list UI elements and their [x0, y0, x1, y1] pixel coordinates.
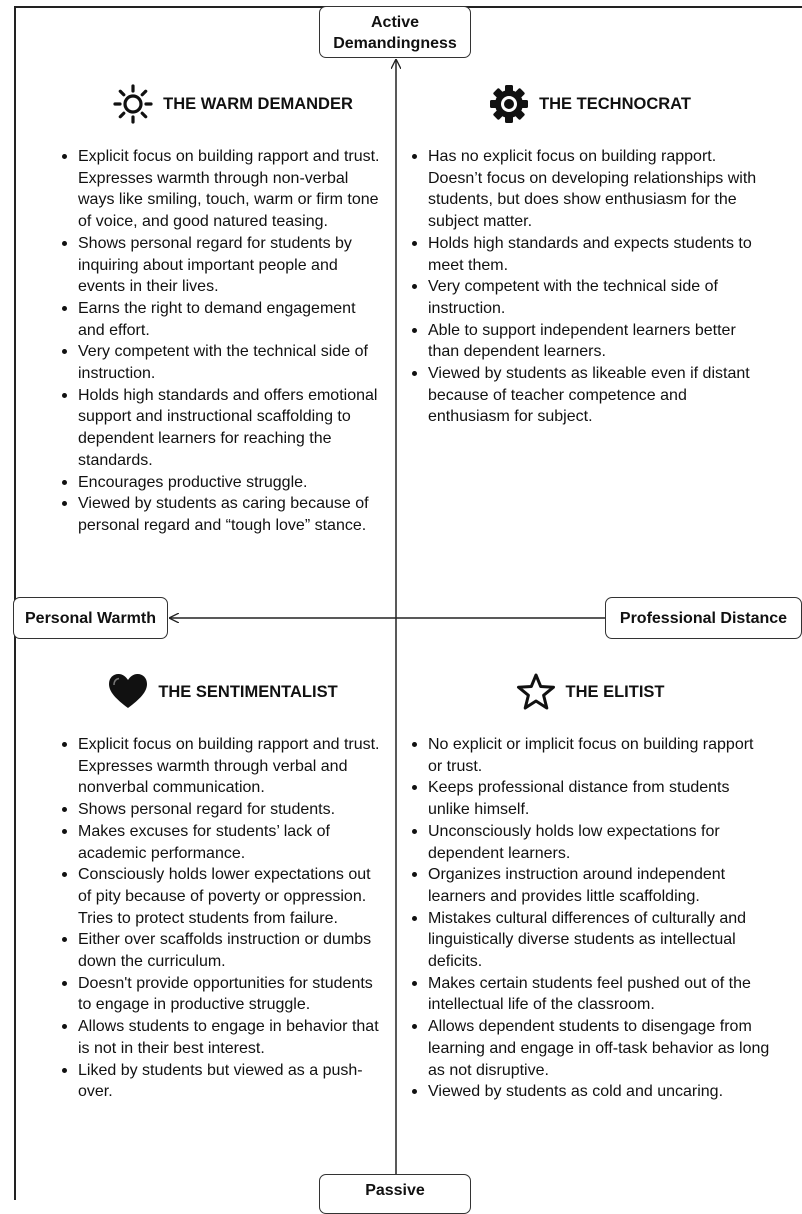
quadrant-elitist	[410, 672, 770, 1103]
quadrant-heading	[80, 84, 386, 124]
list-item: Shows personal regard for students by inquiring about important people and events in their lives.	[60, 233, 386, 298]
list-item: Doesn't provide opportunities for students to engage in productive struggle.	[60, 973, 386, 1016]
sun-icon	[113, 84, 153, 124]
quadrant-sentimentalist	[60, 672, 386, 1103]
bullet-list	[410, 734, 770, 1103]
list-item: Consciously holds lower expectations out of pity because of poverty or oppression. Tries to protect students from failure.	[60, 864, 386, 929]
list-item: Very competent with the technical side of instruction.	[410, 276, 770, 319]
list-item: Organizes instruction around independent learners and provides little scaffolding.	[410, 864, 770, 907]
list-item: Viewed by students as caring because of personal regard and “tough love” stance.	[60, 493, 386, 536]
list-item: Allows students to engage in behavior that is not in their best interest.	[60, 1016, 386, 1059]
quadrant-title: THE TECHNOCRAT	[539, 94, 691, 113]
list-item: Either over scaffolds instruction or dumbs down the curriculum.	[60, 929, 386, 972]
list-item: Explicit focus on building rapport and trust. Expresses warmth through non-verbal ways like smiling, touch, warm or firm tone of voice, and good natured teasing.	[60, 146, 386, 233]
star-icon	[516, 672, 556, 712]
list-item: Very competent with the technical side of instruction.	[60, 341, 386, 384]
list-item: Holds high standards and expects students to meet them.	[410, 233, 770, 276]
list-item: Viewed by students as likeable even if distant because of teacher competence and enthusiasm for subject.	[410, 363, 770, 428]
list-item: No explicit or implicit focus on building rapport or trust.	[410, 734, 770, 777]
list-item: Earns the right to demand engagement and effort.	[60, 298, 386, 341]
list-item: Mistakes cultural differences of culturally and linguistically diverse students as intellectual deficits.	[410, 908, 770, 973]
list-item: Shows personal regard for students.	[60, 799, 386, 821]
axis-label-passive: Passive	[319, 1174, 471, 1214]
bullet-list	[410, 146, 770, 428]
axis-label-professional-distance: Professional Distance	[605, 597, 802, 639]
quadrant-heading	[410, 672, 770, 712]
gear-icon	[489, 84, 529, 124]
list-item: Liked by students but viewed as a push-over.	[60, 1060, 386, 1103]
list-item: Makes excuses for students’ lack of academic performance.	[60, 821, 386, 864]
bullet-list	[60, 146, 386, 537]
list-item: Viewed by students as cold and uncaring.	[410, 1081, 770, 1103]
list-item: Has no explicit focus on building rapport. Doesn’t focus on developing relationships with students, but does show enthusiasm for the subject matter.	[410, 146, 770, 233]
quadrant-warm-demander	[60, 84, 386, 537]
quadrant-title: THE ELITIST	[565, 682, 665, 701]
heart-icon	[108, 672, 148, 712]
quadrant-technocrat	[410, 84, 770, 428]
axis-label-active-demandingness: Active Demandingness	[319, 6, 471, 58]
list-item: Encourages productive struggle.	[60, 472, 386, 494]
list-item: Able to support independent learners better than dependent learners.	[410, 320, 770, 363]
list-item: Allows dependent students to disengage from learning and engage in off-task behavior as long as not disruptive.	[410, 1016, 770, 1081]
list-item: Unconsciously holds low expectations for dependent learners.	[410, 821, 770, 864]
quadrant-heading	[410, 84, 770, 124]
bullet-list	[60, 734, 386, 1103]
axis-label-personal-warmth: Personal Warmth	[13, 597, 168, 639]
quadrant-heading	[60, 672, 386, 712]
quadrant-title: THE SENTIMENTALIST	[158, 682, 338, 701]
list-item: Explicit focus on building rapport and trust. Expresses warmth through verbal and nonverbal communication.	[60, 734, 386, 799]
quadrant-title: THE WARM DEMANDER	[163, 94, 353, 113]
list-item: Makes certain students feel pushed out of the intellectual life of the classroom.	[410, 973, 770, 1016]
list-item: Keeps professional distance from students unlike himself.	[410, 777, 770, 820]
list-item: Holds high standards and offers emotional support and instructional scaffolding to dependent learners for reaching the standards.	[60, 385, 386, 472]
